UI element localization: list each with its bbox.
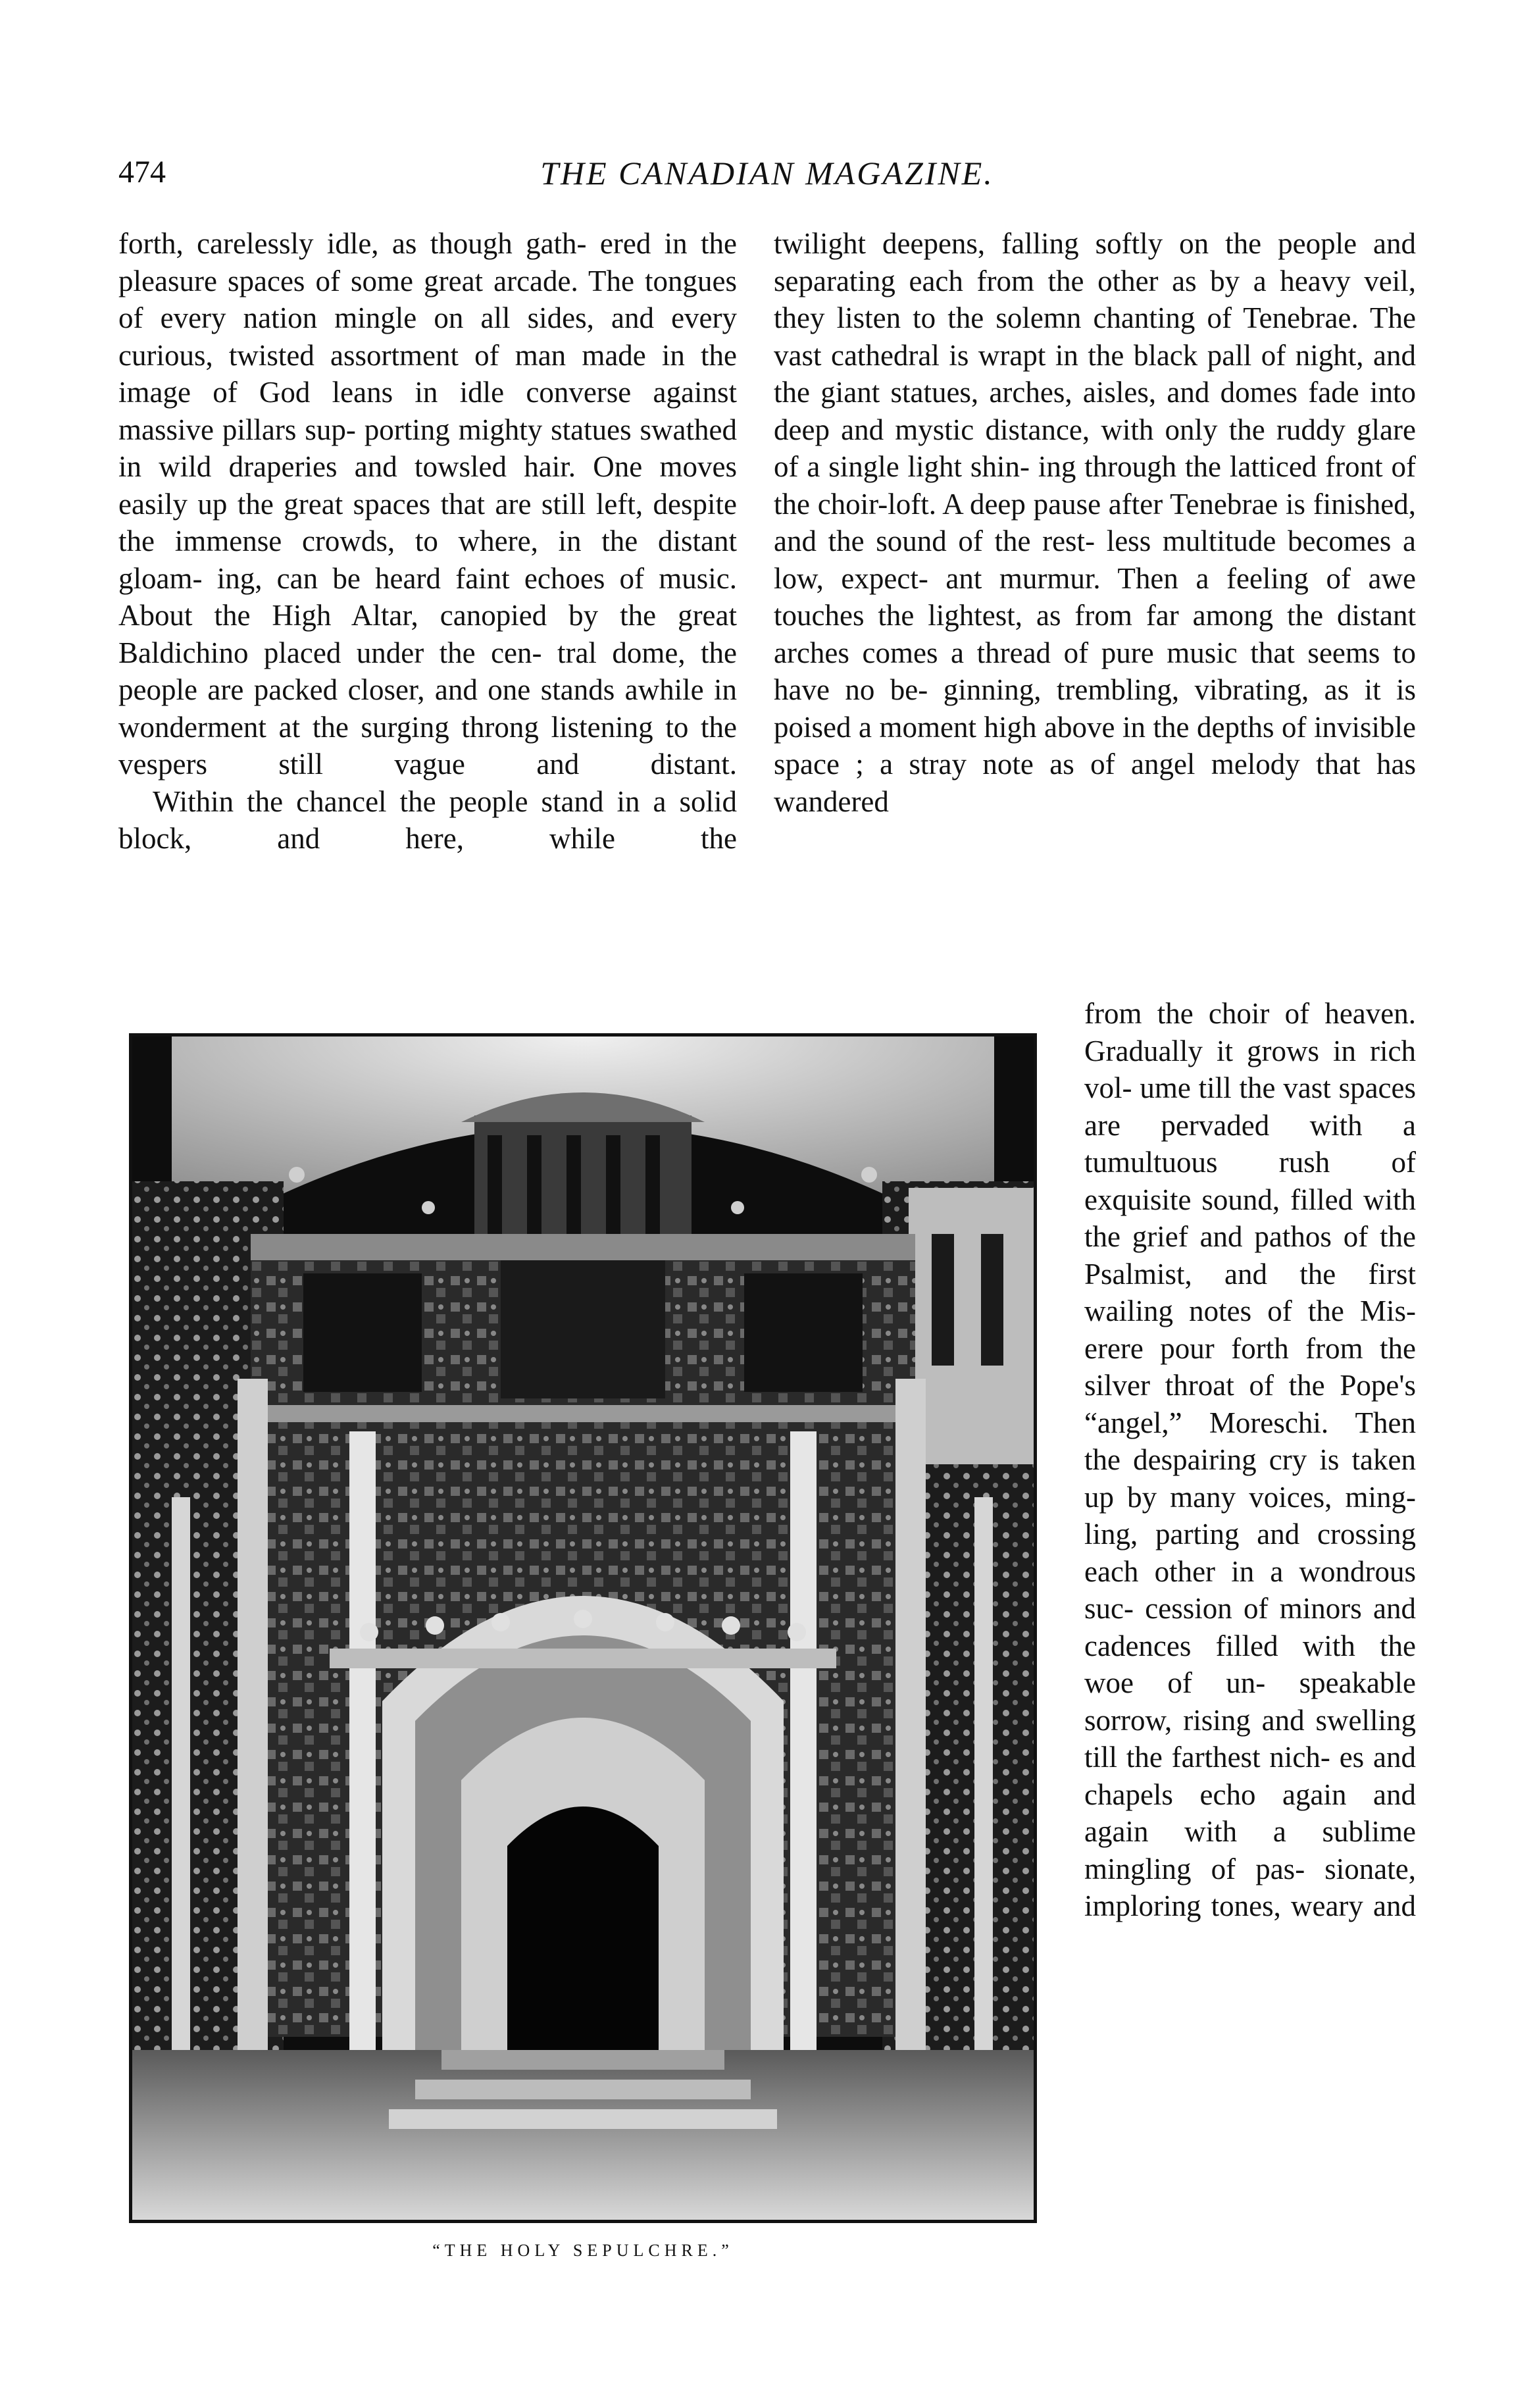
text-line: less multitude becomes a low, expect- — [774, 525, 1416, 595]
text-line: sionate, imploring — [1084, 1852, 1417, 1922]
text-line: throat of the Pope's — [1165, 1369, 1417, 1402]
text-line: in a wondrous suc- — [1084, 1554, 1416, 1625]
text-line: notes of the Mis- — [1189, 1294, 1416, 1327]
text-line: nation mingle on all sides, and every — [243, 301, 738, 334]
paragraph-lines — [774, 227, 1416, 818]
paragraph — [774, 225, 1416, 820]
text-line: porting mighty statues swathed in wild — [118, 413, 738, 483]
page-number: 474 — [118, 155, 166, 190]
text-line: the ruddy glare of a single light shin- — [774, 413, 1416, 483]
paragraph-lines — [1084, 997, 1416, 1922]
figure-caption: “THE HOLY SEPULCHRE.” — [432, 2241, 734, 2260]
text-line: tral dome, the people are packed closer, — [118, 636, 737, 706]
text-line: the first wailing — [1084, 1257, 1416, 1327]
text-line: the grief and pathos — [1084, 1220, 1332, 1253]
text-line: arches, aisles, and domes fade into — [989, 376, 1417, 409]
paragraph-lines — [118, 785, 737, 856]
text-line: Within the chancel the people stand — [153, 784, 604, 818]
text-line: other as by a heavy veil, they listen to — [774, 264, 1417, 334]
text-line: and one stands awhile in wonderment — [118, 673, 737, 744]
text-line: crowds, to where, in the distant gloam- — [118, 525, 738, 595]
text-line: Then the despairing — [1084, 1406, 1417, 1476]
text-line: it grows in rich vol- — [1084, 1034, 1417, 1104]
text-line: the solemn chanting of Tenebrae. The — [947, 301, 1416, 334]
text-line: choir-loft. A deep pause after Tenebrae — [817, 487, 1278, 521]
text-line: ant murmur. Then a feeling of awe — [945, 561, 1416, 595]
text-line: tones, weary and — [1211, 1889, 1417, 1922]
text-line: mingling of pas- — [1084, 1852, 1305, 1885]
text-line: from the silver — [1084, 1331, 1416, 1402]
text-line: ered in the pleasure spaces of some — [118, 227, 738, 297]
text-line: forth, carelessly idle, as though gath- — [118, 227, 587, 260]
text-line: in a solid block, and here, while the — [118, 784, 738, 855]
text-line: sound, filled with — [1201, 1183, 1417, 1216]
text-line: twilight deepens, falling softly on the — [774, 227, 1262, 260]
text-line: people and separating each from the — [774, 227, 1417, 297]
text-line: at the surging throng listening to the — [278, 710, 738, 744]
text-line: cry is taken up by — [1084, 1443, 1417, 1514]
left-column — [118, 225, 737, 858]
text-line: ume till the vast — [1140, 1071, 1331, 1104]
text-line: with the woe of un- — [1084, 1629, 1417, 1699]
text-line: “angel,” Moreschi. — [1084, 1406, 1329, 1439]
text-line: is finished, and the sound of the rest- — [774, 487, 1416, 557]
text-line: vast cathedral is wrapt in the black — [774, 338, 1198, 372]
text-line: cession of minors — [1145, 1592, 1362, 1625]
text-line: crossing each other — [1084, 1518, 1416, 1588]
text-line: moves easily up the great spaces that — [118, 450, 737, 521]
text-line: are still left, despite the immense — [118, 487, 738, 557]
text-line: speakable sorrow, — [1084, 1666, 1416, 1737]
text-line: as of angel melody that has wandered — [774, 748, 1417, 818]
running-title: THE CANADIAN MAGAZINE. — [540, 155, 994, 192]
paragraph — [118, 783, 737, 858]
text-line: till the farthest nich- — [1084, 1741, 1330, 1774]
text-line: pall of night, and the giant statues, — [774, 338, 1416, 409]
text-line: heaven. Gradually — [1084, 997, 1416, 1067]
text-line: About the High Altar, canopied by the — [118, 599, 657, 632]
text-line: converse against massive pillars sup- — [118, 376, 737, 446]
text-line: poised a moment high above in the — [774, 710, 1190, 744]
text-line: ing, can be heard faint echoes of music. — [216, 561, 737, 595]
text-line: rush of exquisite — [1084, 1146, 1417, 1216]
paragraph — [1084, 995, 1416, 1925]
text-line: made in the image of God leans in idle — [118, 338, 738, 409]
text-line: great arcade. The tongues of every — [118, 264, 738, 334]
text-line: and cadences filled — [1084, 1592, 1416, 1662]
text-line: ginning, trembling, vibrating, as it is — [943, 673, 1417, 706]
text-line: vespers still vague and distant. — [118, 748, 737, 781]
text-line: from the choir of — [1084, 997, 1310, 1030]
text-line: depths of invisible space ; a stray note — [774, 710, 1417, 781]
holy-sepulchre-photograph — [129, 1033, 1037, 2223]
right-column — [774, 225, 1416, 820]
paragraph-lines — [118, 227, 737, 781]
text-line: curious, twisted assortment of man — [118, 338, 566, 372]
paragraph — [118, 225, 737, 783]
text-line: with a tumultuous — [1084, 1108, 1416, 1179]
text-line: pure music that seems to have no be- — [774, 636, 1416, 706]
photograph-illustration — [132, 1037, 1034, 2220]
text-line: ing through the latticed front of the — [774, 450, 1417, 521]
text-line: many voices, ming- — [1170, 1480, 1416, 1514]
text-line: deep and mystic distance, with only — [774, 413, 1218, 446]
text-line: draperies and towsled hair. One — [228, 450, 643, 483]
text-line: of the Psalmist, and — [1084, 1220, 1416, 1291]
text-line: great Baldichino placed under the cen- — [118, 599, 737, 669]
text-line: erere pour forth — [1084, 1331, 1289, 1365]
text-line: touches the lightest, as from far among — [774, 599, 1274, 632]
text-line: spaces are pervaded — [1084, 1071, 1417, 1142]
text-line: ling, parting and — [1084, 1518, 1300, 1550]
text-line: rising and swelling — [1183, 1703, 1416, 1737]
page-header — [118, 154, 1416, 200]
text-line: the distant arches comes a thread of — [774, 599, 1417, 669]
text-line: again and again — [1084, 1778, 1416, 1848]
text-line: with a sublime — [1184, 1815, 1417, 1848]
narrow-column — [1084, 995, 1416, 1925]
text-line: es and chapels echo — [1084, 1741, 1416, 1811]
